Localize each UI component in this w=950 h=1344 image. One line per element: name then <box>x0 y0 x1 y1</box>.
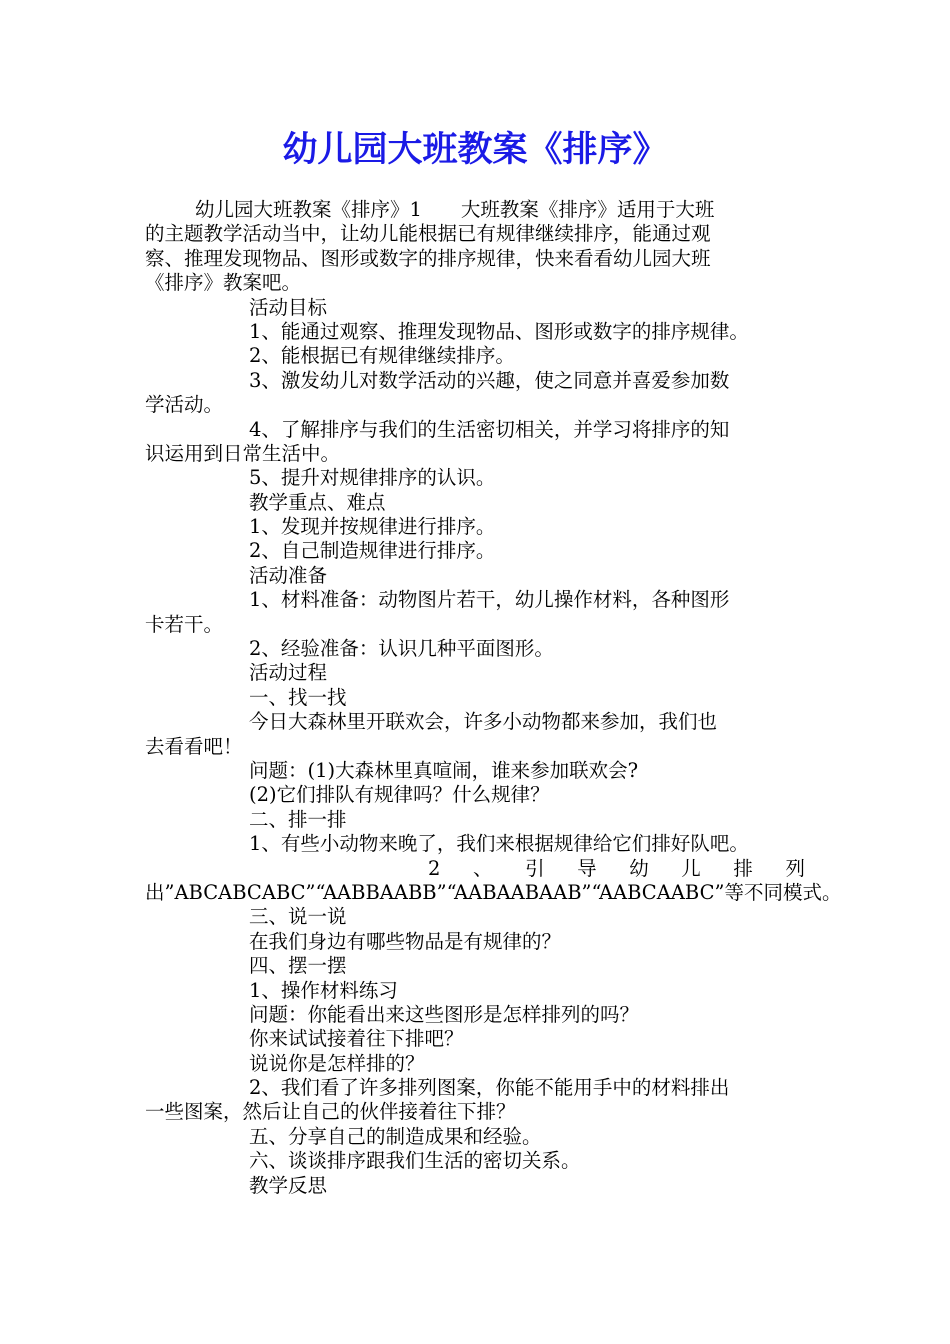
key-points-heading: 教学重点、难点 <box>249 490 386 514</box>
process-paragraph-continued: 去看看吧！ <box>145 734 243 758</box>
intro-line: 的主题教学活动当中，让幼儿能根据已有规律继续排序，能通过观 <box>145 222 711 246</box>
justified-char: 幼 <box>629 856 649 880</box>
goal-item: 1、能通过观察、推理发现物品、图形或数字的排序规律。 <box>249 319 749 343</box>
preparation-item: 1、材料准备：动物图片若干，幼儿操作材料，各种图形 <box>249 588 730 612</box>
goals-heading: 活动目标 <box>249 295 328 319</box>
document-title: 幼儿园大班教案《排序》 <box>282 129 668 170</box>
process-question: 说说你是怎样排的？ <box>249 1051 425 1075</box>
process-paragraph-continued: 出”ABCABCABC”“AABBAABB”“AABAABAAB”“AABCAABC”等不同模式。 <box>145 880 842 904</box>
preparation-item-continued: 卡若干。 <box>145 612 224 636</box>
reflection-heading: 教学反思 <box>249 1173 328 1197</box>
process-question: (2)它们排队有规律吗？什么规律？ <box>249 783 550 807</box>
process-paragraph: 今日大森林里开联欢会，许多小动物都来参加，我们也 <box>249 710 718 734</box>
justified-char: 引 <box>525 856 545 880</box>
process-step-heading: 二、排一排 <box>249 807 347 831</box>
process-step-heading: 五、分享自己的制造成果和经验。 <box>249 1124 542 1148</box>
goal-item: 5、提升对规律排序的认识。 <box>249 466 496 490</box>
process-question: 你来试试接着往下排吧？ <box>249 1027 464 1051</box>
process-paragraph: 在我们身边有哪些物品是有规律的？ <box>249 929 562 953</box>
goal-item: 3、激发幼儿对数学活动的兴趣，使之同意并喜爱参加数 <box>249 368 730 392</box>
goal-item: 4、了解排序与我们的生活密切相关，并学习将排序的知 <box>249 417 730 441</box>
goal-item: 2、能根据已有规律继续排序。 <box>249 344 515 368</box>
process-paragraph: 1、有些小动物来晚了，我们来根据规律给它们排好队吧。 <box>249 832 749 856</box>
process-step-heading: 四、摆一摆 <box>249 954 347 978</box>
intro-line: 幼儿园大班教案《排序》1 大班教案《排序》适用于大班 <box>195 198 715 221</box>
process-paragraph-continued: 一些图案，然后让自己的伙伴接着往下排？ <box>145 1100 516 1124</box>
process-question: 问题：你能看出来这些图形是怎样排列的吗？ <box>249 1002 640 1026</box>
process-question: 问题：(1)大森林里真喧闹，谁来参加联欢会? <box>249 758 639 782</box>
process-step-heading: 三、说一说 <box>249 905 347 929</box>
justified-char: 排 <box>733 856 753 880</box>
justified-char: 2 <box>428 856 441 880</box>
preparation-item: 2、经验准备：认识几种平面图形。 <box>249 637 554 661</box>
process-paragraph: 1、操作材料练习 <box>249 978 398 1002</box>
goal-item-continued: 学活动。 <box>145 393 224 417</box>
key-point-item: 1、发现并按规律进行排序。 <box>249 515 496 539</box>
intro-line: 《排序》教案吧。 <box>145 271 302 295</box>
preparation-heading: 活动准备 <box>249 563 328 587</box>
intro-line: 察、推理发现物品、图形或数字的排序规律，快来看看幼儿园大班 <box>145 246 711 270</box>
key-point-item: 2、自己制造规律进行排序。 <box>249 539 496 563</box>
process-step-heading: 一、找一找 <box>249 685 347 709</box>
justified-char: 、 <box>472 856 493 880</box>
justified-char: 列 <box>785 856 805 880</box>
goal-item-continued: 识运用到日常生活中。 <box>145 441 341 465</box>
process-justified-line <box>145 857 805 881</box>
justified-char: 导 <box>577 856 597 880</box>
justified-char: 儿 <box>681 856 701 880</box>
process-heading: 活动过程 <box>249 661 328 685</box>
process-paragraph: 2、我们看了许多排列图案，你能不能用手中的材料排出 <box>249 1076 730 1100</box>
process-step-heading: 六、谈谈排序跟我们生活的密切关系。 <box>249 1149 581 1173</box>
document-body <box>145 198 842 1198</box>
